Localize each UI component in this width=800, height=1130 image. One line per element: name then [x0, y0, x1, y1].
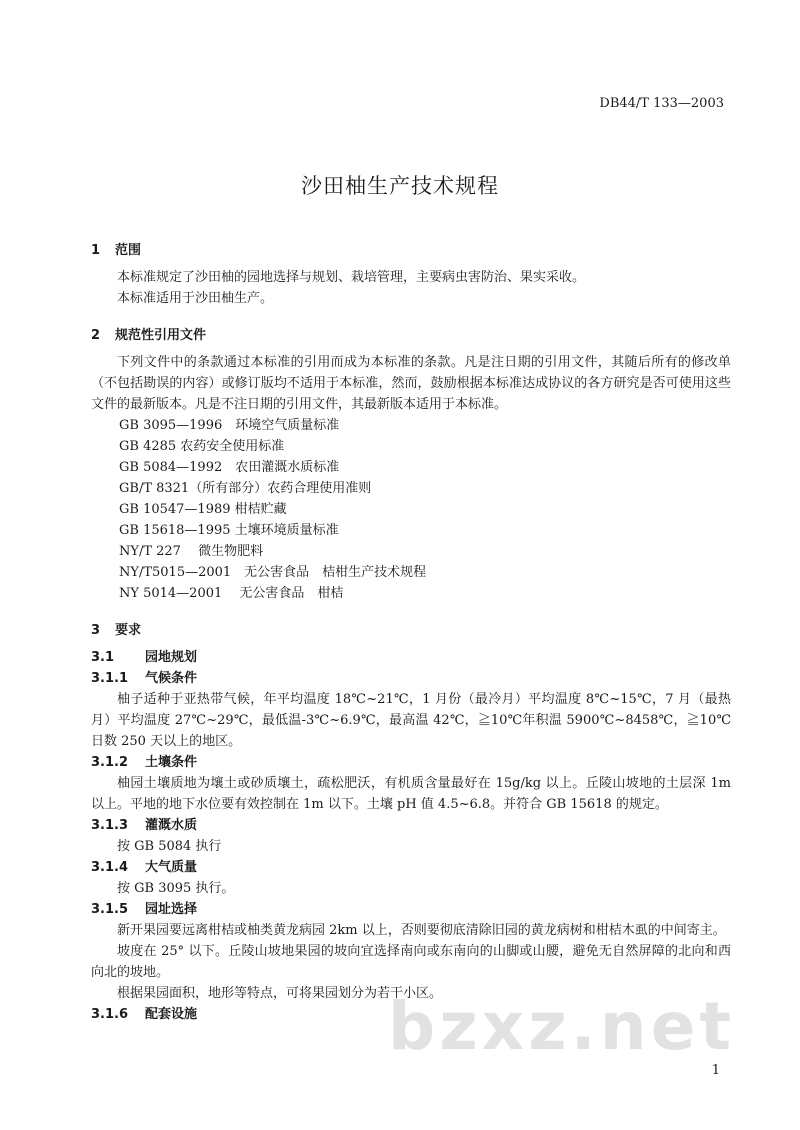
- section-3-1-2-heading: 3.1.2 土壤条件: [91, 755, 198, 770]
- document-body: [91, 232, 731, 1025]
- paragraph: 下列文件中的条款通过本标准的引用而成为本标准的条款。凡是注日期的引用文件，其随后所有的修改单（不包括勘误的内容）或修订版均不适用于本标准，然而，鼓励根据本标准达成协议的各方研究是否可使用这些文件的最新版本。凡是不注日期的引用文件，其最新版本适用于本标准。: [91, 355, 731, 412]
- reference-item: GB 4285 农药安全使用标准: [119, 439, 285, 454]
- paragraph: 按 GB 3095 执行。: [117, 881, 235, 896]
- section-1-heading: 1 范围: [91, 243, 142, 258]
- document-code: DB44/T 133—2003: [599, 96, 724, 111]
- section-3-1-heading: 3.1 园地规划: [91, 650, 198, 665]
- section-3-1-5-heading: 3.1.5 园址选择: [91, 902, 198, 917]
- paragraph: 本标准规定了沙田柚的园地选择与规划、栽培管理，主要病虫害防治、果实采收。: [117, 270, 586, 285]
- reference-item: GB 10547—1989 柑桔贮藏: [119, 502, 287, 517]
- reference-item: GB 15618—1995 土壤环境质量标准: [119, 523, 339, 538]
- paragraph: 新开果园要远离柑桔或柚类黄龙病园 2km 以上，否则要彻底清除旧园的黄龙病树和柑桔木虱的中间寄主。: [117, 923, 726, 938]
- section-3-1-1-heading: 3.1.1 气候条件: [91, 671, 198, 686]
- section-3-1-3-heading: 3.1.3 灌溉水质: [91, 818, 198, 833]
- paragraph: 根据果园面积，地形等特点，可将果园划分为若干小区。: [117, 986, 443, 1001]
- reference-item: GB 3095—1996 环境空气质量标准: [119, 418, 340, 433]
- section-3-1-6-heading: 3.1.6 配套设施: [91, 1007, 198, 1022]
- paragraph: 按 GB 5084 执行: [117, 839, 222, 854]
- section-3-heading: 3 要求: [91, 623, 142, 638]
- reference-item: NY/T5015—2001 无公害食品 桔柑生产技术规程: [119, 565, 427, 580]
- watermark: bzxz.net: [388, 988, 736, 1065]
- reference-item: NY 5014—2001 无公害食品 柑桔: [119, 586, 344, 601]
- reference-item: GB/T 8321（所有部分）农药合理使用准则: [119, 481, 372, 496]
- paragraph: 坡度在 25° 以下。丘陵山坡地果园的坡向宜选择南向或东南向的山脚或山腰，避免无自然屏障的北向和西向北的坡地。: [91, 944, 731, 980]
- document-title: 沙田柚生产技术规程: [301, 174, 499, 198]
- reference-item: GB 5084—1992 农田灌溉水质标准: [119, 460, 340, 475]
- section-3-1-4-heading: 3.1.4 大气质量: [91, 860, 198, 875]
- paragraph: 柚园土壤质地为壤土或砂质壤土，疏松肥沃，有机质含量最好在 15g/kg 以上。丘陵山坡地的土层深 1m 以上。平地的地下水位要有效控制在 1m 以下。土壤 pH 值 4.5~6.8。并符合 GB 15618 的规定。: [91, 776, 731, 812]
- section-2-heading: 2 规范性引用文件: [91, 328, 207, 343]
- paragraph: 本标准适用于沙田柚生产。: [117, 291, 274, 306]
- reference-item: NY/T 227 微生物肥料: [119, 544, 264, 559]
- paragraph: 柚子适种于亚热带气候，年平均温度 18℃~21℃，1 月份（最冷月）平均温度 8℃~15℃，7 月（最热月）平均温度 27℃~29℃，最低温-3℃~6.9℃，最高温 42℃，≧10℃年积温 5900℃~8458℃，≧10℃日数 250 天以上的地区。: [91, 692, 731, 749]
- page-number: 1: [711, 1063, 720, 1078]
